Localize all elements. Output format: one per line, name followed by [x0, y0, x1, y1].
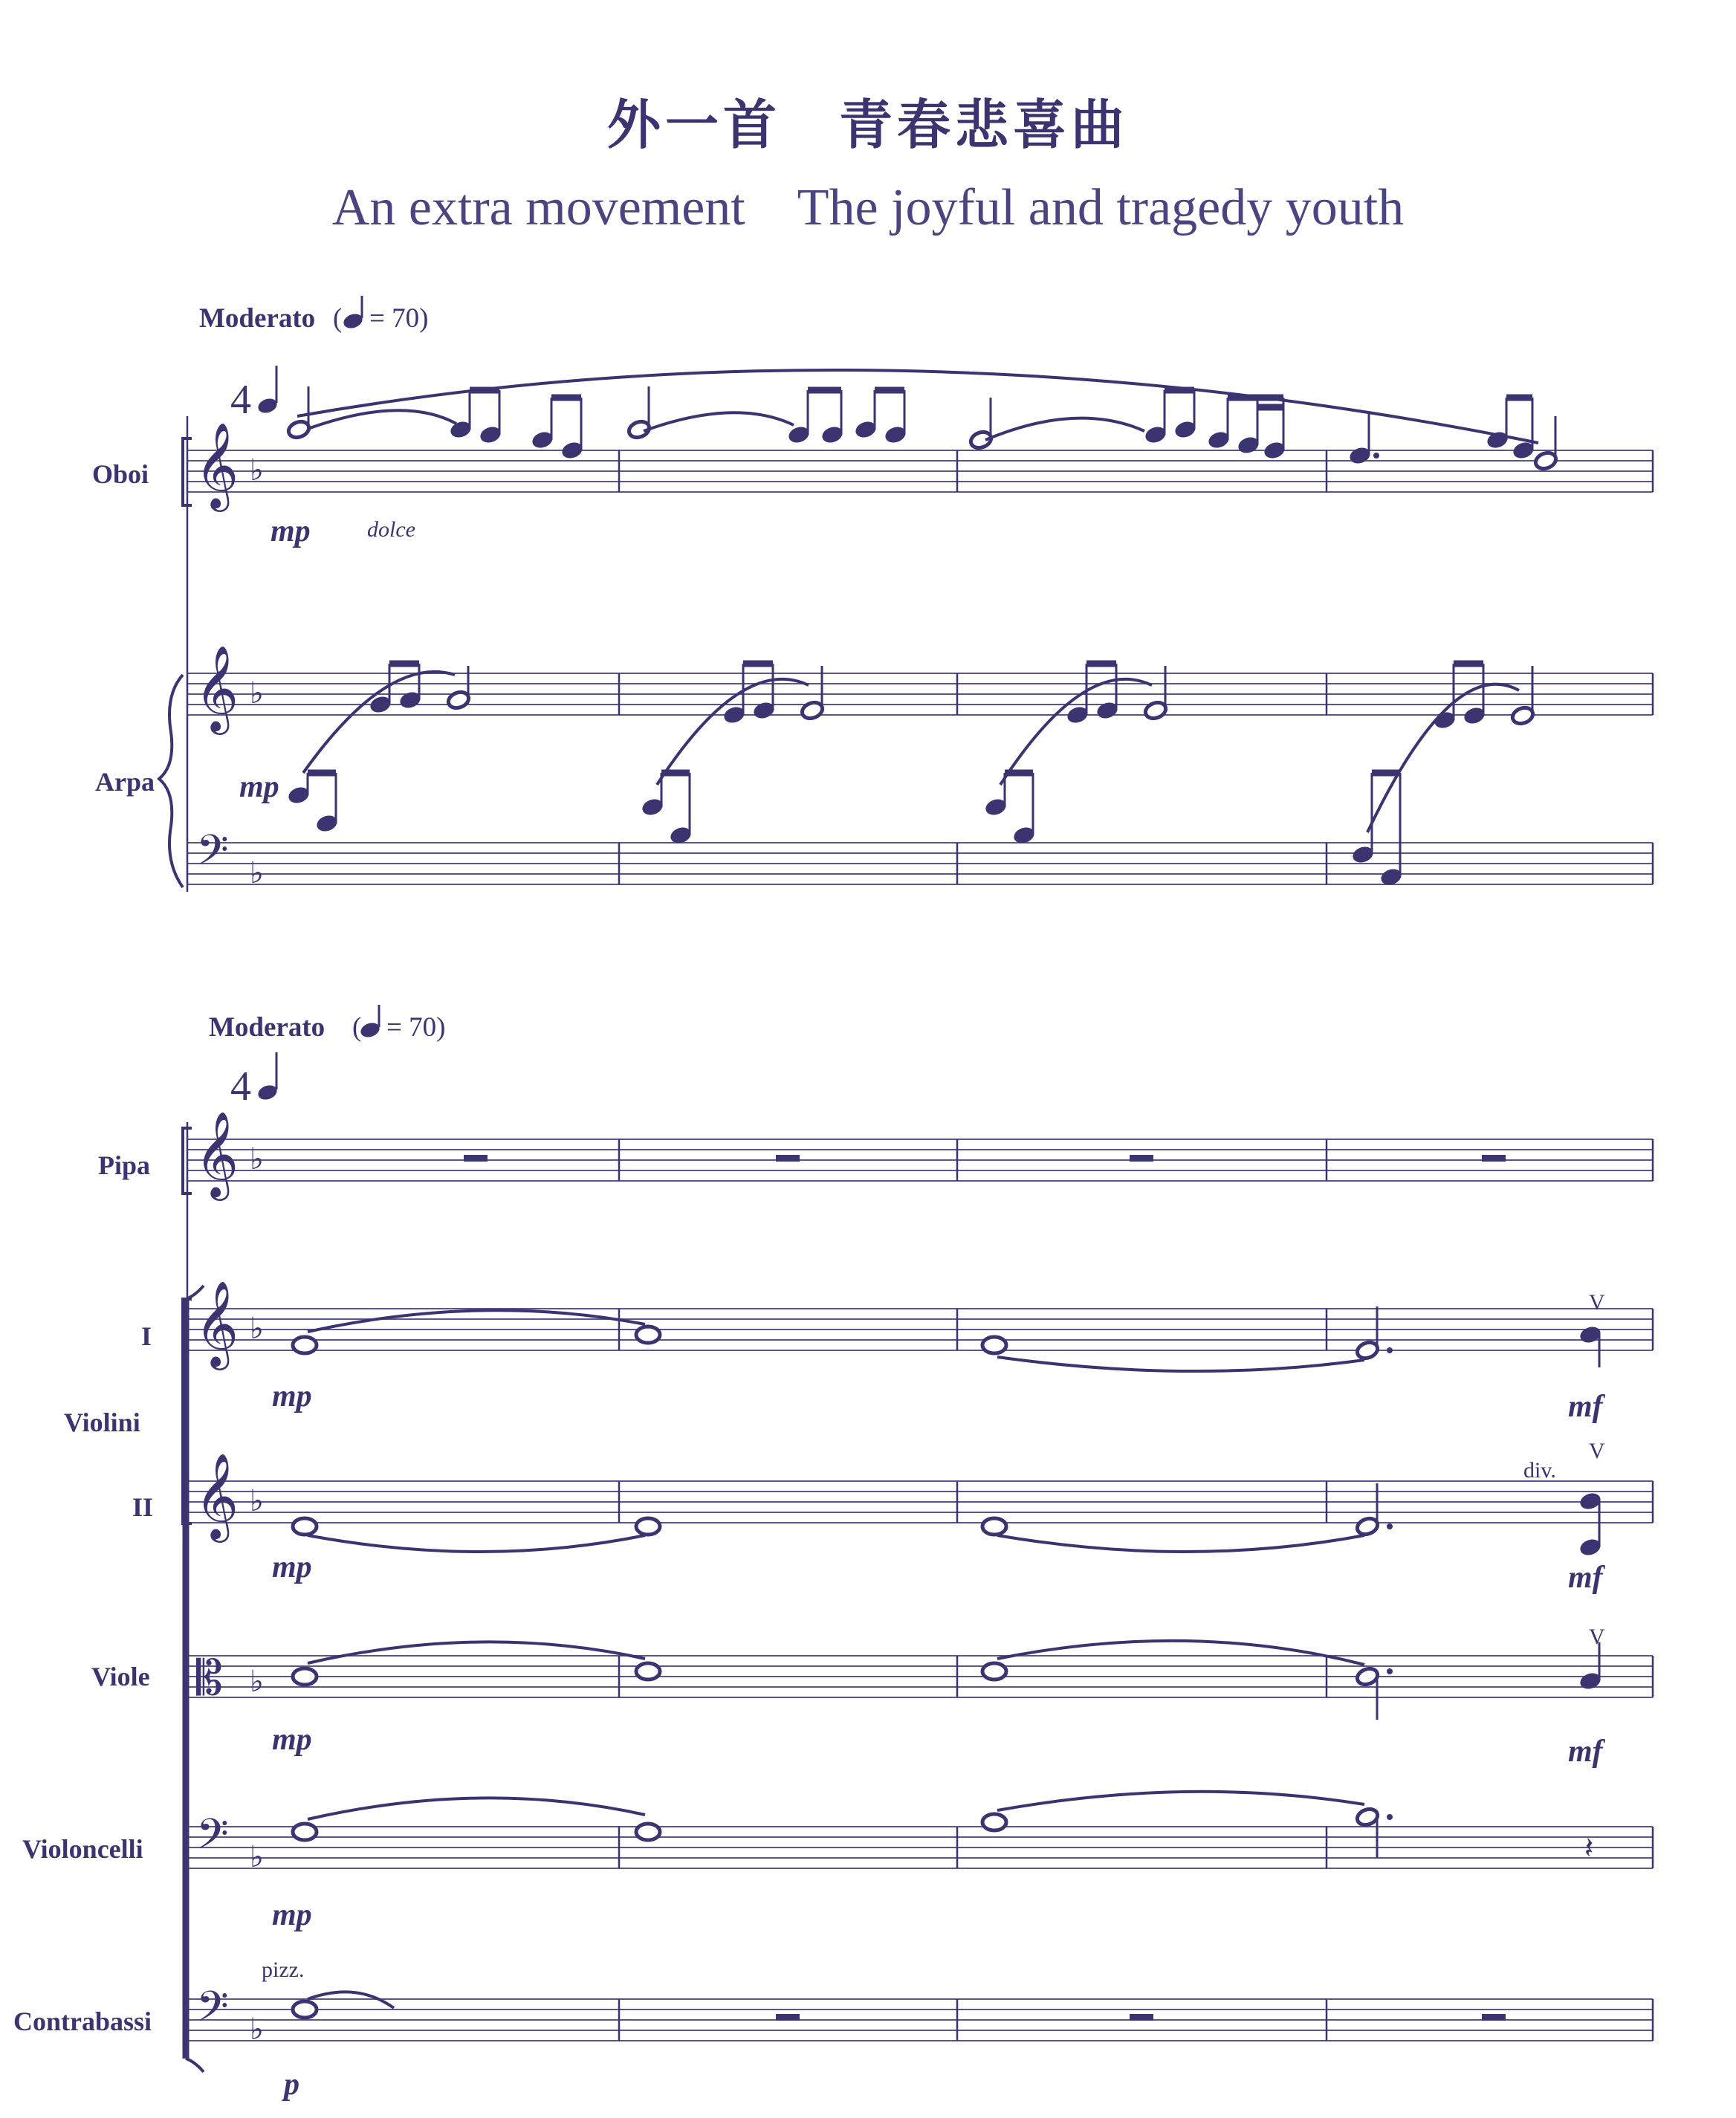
- flat-icon: ♭: [250, 1312, 264, 1346]
- slur: [1367, 684, 1519, 832]
- slur: [302, 410, 456, 431]
- violin-2-division: div.: [1523, 1458, 1556, 1483]
- whole-rest-icon: [1482, 2014, 1506, 2021]
- dot: [1373, 453, 1379, 459]
- title-chinese: 外一首 青春悲喜曲: [606, 94, 1129, 156]
- title-english: An extra movement The joyful and tragedy youth: [331, 179, 1405, 236]
- viola-bow-mark: V: [1589, 1625, 1605, 1649]
- violin-2-bow-mark: V: [1589, 1439, 1605, 1463]
- whole-note-head: [293, 2001, 317, 2018]
- instrument-label-violin-1: I: [141, 1321, 152, 1351]
- oboe-expression: dolce: [367, 517, 415, 542]
- slur: [308, 1310, 645, 1332]
- dot: [1387, 1523, 1393, 1529]
- meter-note-icon: [256, 366, 279, 415]
- violin-1-dynamic-end: mf: [1568, 1390, 1603, 1424]
- whole-rest-icon: [464, 1155, 488, 1162]
- staff-oboe: [187, 421, 1653, 512]
- bass-clef-icon: 𝄢: [196, 1983, 229, 2041]
- staff-pipa: [187, 1110, 1653, 1201]
- meter-upper: 4: [230, 377, 251, 423]
- violin-2-dynamic: mp: [272, 1550, 312, 1584]
- treble-clef-icon: 𝄞: [195, 644, 239, 731]
- bass-clef-icon: 𝄢: [196, 1810, 229, 1869]
- staff-cello: [187, 1810, 1653, 1874]
- flat-icon: ♭: [250, 676, 264, 710]
- meter-note-icon: [256, 1052, 279, 1102]
- bracket-hook: [186, 2059, 204, 2072]
- flat-icon: ♭: [250, 1840, 264, 1874]
- harp-dynamic: mp: [239, 770, 279, 804]
- instrument-label-bass: Contrabassi: [13, 2007, 152, 2036]
- violin-2-dynamic-end: mf: [1568, 1561, 1603, 1595]
- whole-note-head: [982, 1337, 1006, 1353]
- flat-icon: ♭: [250, 856, 264, 890]
- whole-note-head: [293, 1668, 317, 1685]
- tempo-value-upper: = 70): [369, 303, 429, 334]
- slur: [997, 1641, 1364, 1665]
- instrument-label-violin-group: Violini: [64, 1408, 140, 1437]
- violin-1-dynamic: mp: [272, 1379, 312, 1413]
- instrument-label-harp: Arpa: [95, 767, 155, 797]
- slur: [308, 1992, 394, 2008]
- staff-harp-bass: [187, 826, 1653, 890]
- whole-rest-icon: [1130, 2014, 1153, 2021]
- instrument-label-pipa: Pipa: [98, 1150, 151, 1180]
- alto-clef-icon: 𝄡: [196, 1651, 223, 1706]
- tempo-value-lower: = 70): [386, 1012, 446, 1043]
- staff-violin-1: [187, 1280, 1653, 1370]
- oboe-dynamic: mp: [271, 514, 311, 548]
- slur: [308, 1642, 645, 1663]
- slur: [644, 412, 794, 431]
- whole-rest-icon: [1130, 1155, 1153, 1162]
- whole-note-head: [293, 1824, 317, 1840]
- dot: [1387, 1347, 1393, 1353]
- slur: [657, 679, 809, 785]
- flat-icon: ♭: [250, 453, 264, 488]
- whole-rest-icon: [1482, 1155, 1506, 1162]
- whole-rest-icon: [776, 1155, 800, 1162]
- instrument-label-cello: Violoncelli: [22, 1834, 143, 1864]
- whole-note-head: [982, 1663, 1006, 1680]
- treble-clef-icon: 𝄞: [195, 1452, 239, 1539]
- quarter-rest-icon: 𝄽: [1584, 1831, 1594, 1865]
- dot: [1387, 1668, 1393, 1674]
- instrument-label-violin-2: II: [132, 1492, 154, 1522]
- instrument-label-oboe: Oboi: [92, 459, 149, 489]
- tempo-marking-lower: Moderato: [209, 1012, 326, 1043]
- viola-dynamic-end: mf: [1568, 1735, 1603, 1769]
- bass-technique: pizz.: [262, 1957, 305, 1982]
- tempo-open-paren-lower: (: [352, 1012, 362, 1043]
- cello-dynamic: mp: [272, 1898, 312, 1932]
- whole-note-head: [636, 1518, 660, 1535]
- whole-rest-icon: [776, 2014, 800, 2021]
- slur: [303, 672, 455, 773]
- dot: [1387, 1814, 1393, 1820]
- violin-1-bow-mark: V: [1589, 1290, 1605, 1315]
- treble-clef-icon: 𝄞: [195, 1280, 239, 1367]
- bass-clef-icon: 𝄢: [196, 826, 229, 885]
- instrument-label-viola: Viole: [91, 1662, 150, 1691]
- flat-icon: ♭: [250, 1484, 264, 1518]
- flat-icon: ♭: [250, 1665, 264, 1699]
- viola-dynamic: mp: [272, 1723, 312, 1757]
- whole-note-head: [293, 1337, 317, 1353]
- meter-lower: 4: [230, 1063, 251, 1110]
- tempo-note-icon: [359, 1005, 382, 1040]
- whole-note-head: [636, 1327, 660, 1343]
- slur: [997, 1357, 1364, 1371]
- tempo-note-icon: [342, 296, 365, 331]
- whole-note-head: [636, 1824, 660, 1840]
- whole-note-head: [982, 1814, 1006, 1830]
- tempo-open-paren-upper: (: [333, 303, 343, 334]
- slur: [308, 1535, 645, 1552]
- slur: [997, 1792, 1364, 1810]
- harp-brace-icon: [159, 675, 183, 887]
- bass-dynamic: p: [284, 2067, 299, 2102]
- tempo-marking-upper: Moderato: [199, 303, 316, 334]
- treble-clef-icon: 𝄞: [195, 421, 239, 508]
- whole-note-head: [636, 1663, 660, 1680]
- staff-viola: [187, 1651, 1653, 1706]
- slur: [308, 1798, 645, 1819]
- slur: [1000, 679, 1152, 785]
- flat-icon: ♭: [250, 2012, 264, 2047]
- treble-clef-icon: 𝄞: [195, 1110, 239, 1197]
- flat-icon: ♭: [250, 1142, 264, 1176]
- slur: [997, 1535, 1364, 1552]
- whole-note-head: [293, 1518, 317, 1535]
- staff-bass: [187, 1983, 1653, 2047]
- staff-violin-2: [187, 1452, 1653, 1543]
- whole-note-head: [982, 1518, 1006, 1535]
- slur: [985, 418, 1144, 440]
